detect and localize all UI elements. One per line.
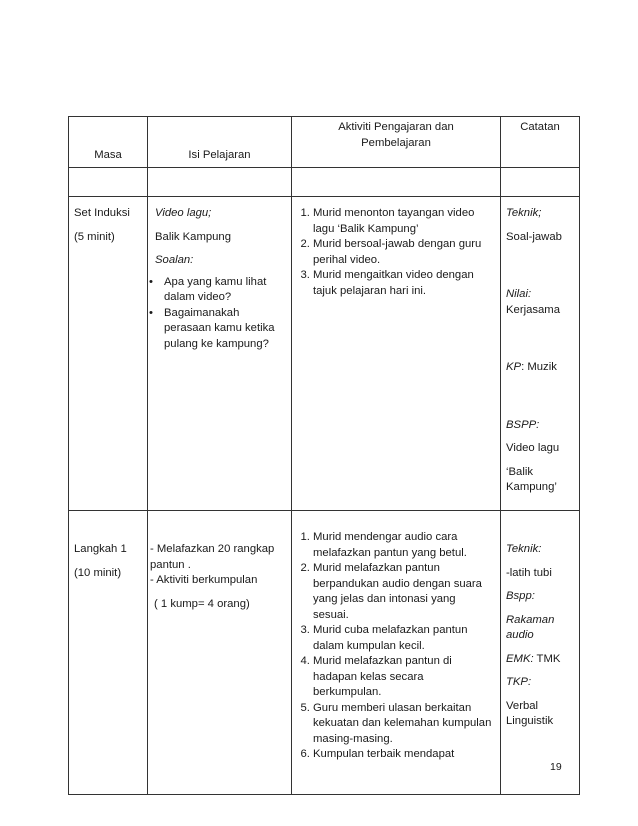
kp-line: [506, 360, 575, 376]
masa-stage: Set Induksi: [74, 207, 130, 219]
kp-value: : Muzik: [521, 361, 557, 373]
emk-value: TMK: [533, 652, 561, 665]
header-catatan: Catatan: [501, 117, 580, 168]
isi-line1: - Melafazkan 20 rangkap pantun .: [150, 543, 275, 571]
isi-cell: [148, 511, 292, 795]
list-item: 2. Murid melafazkan pantun berpandukan audio dengan suara yang jelas dan intonasi yang sesuai.: [313, 561, 494, 623]
table-row: [69, 197, 580, 511]
nilai-label: Nilai:: [506, 288, 532, 300]
list-item: 2. Murid bersoal-jawab dengan guru perihal video.: [313, 237, 494, 268]
list-item: • Bagaimanakah perasaan kamu ketika pulang ke kampung?: [149, 306, 275, 350]
list-item: 3. Murid mengaitkan video dengan tajuk pelajaran hari ini.: [313, 268, 494, 299]
emk-line: [506, 652, 575, 668]
bspp-label: BSPP:: [506, 418, 540, 431]
activity-list: [294, 530, 494, 763]
question-list: [149, 275, 287, 353]
tkp-label: TKP:: [506, 676, 532, 688]
lesson-plan-table: [68, 116, 580, 795]
table-header-row: [69, 117, 580, 168]
emk-label: EMK:: [506, 652, 534, 665]
bullet-icon: •: [149, 275, 153, 288]
masa-duration: (5 minit): [74, 230, 115, 243]
teknik-label: Teknik:: [506, 543, 542, 555]
bspp-label: Bspp:: [506, 590, 535, 602]
isi-song: Balik Kampung: [155, 230, 231, 243]
catatan-cell: [501, 197, 580, 511]
header-aktiviti-line1: Aktiviti Pengajaran dan: [338, 121, 454, 133]
page-number: 19: [550, 761, 562, 773]
nilai-value: Kerjasama: [506, 303, 560, 316]
kp-label: KP: [506, 361, 522, 373]
header-masa: Masa: [69, 117, 148, 168]
list-item: 5. Guru memberi ulasan berkaitan kekuatan dan kelemahan kumpulan masing-masing.: [313, 701, 494, 748]
masa-stage: Langkah 1: [74, 543, 127, 555]
tkp-value: Verbal Linguistik: [506, 699, 554, 727]
table-row: [69, 511, 580, 795]
header-aktiviti-line2: Pembelajaran: [361, 136, 431, 149]
list-item: 1. Murid menonton tayangan video lagu ‘Balik Kampung’: [313, 206, 494, 237]
rakaman-audio: Rakaman audio: [506, 613, 555, 641]
isi-soalan-label: Soalan:: [155, 254, 194, 266]
list-item: 4. Murid melafazkan pantun di hadapan kelas secara berkumpulan.: [313, 654, 494, 701]
list-item: 1. Murid mendengar audio cara melafazkan pantun yang betul.: [313, 530, 494, 561]
isi-line3: ( 1 kump= 4 orang): [154, 597, 250, 610]
aktiviti-cell: [292, 511, 501, 795]
teknik-value: -latih tubi: [506, 566, 552, 579]
isi-title: Video lagu;: [155, 207, 212, 219]
aktiviti-cell: [292, 197, 501, 511]
teknik-value: Soal-jawab: [506, 230, 562, 243]
list-item: • Apa yang kamu lihat dalam video?: [149, 275, 267, 303]
list-item: 3. Murid cuba melafazkan pantun dalam kumpulan kecil.: [313, 623, 494, 654]
masa-cell: [69, 511, 148, 795]
bullet-icon: •: [149, 306, 153, 319]
table-spacer-row: [69, 168, 580, 197]
header-isi-pelajaran: Isi Pelajaran: [148, 117, 292, 168]
isi-cell: [148, 197, 292, 511]
isi-line2: - Aktiviti berkumpulan: [150, 574, 258, 586]
bspp-title: ‘Balik Kampung’: [506, 465, 557, 493]
activity-list: [294, 206, 494, 299]
list-item: 6. Kumpulan terbaik mendapat: [313, 747, 494, 763]
catatan-cell: [501, 511, 580, 795]
bspp-value: Video lagu: [506, 442, 560, 454]
teknik-label: Teknik;: [506, 207, 542, 219]
masa-cell: [69, 197, 148, 511]
header-aktiviti: [292, 117, 501, 168]
masa-duration: (10 minit): [74, 566, 122, 579]
